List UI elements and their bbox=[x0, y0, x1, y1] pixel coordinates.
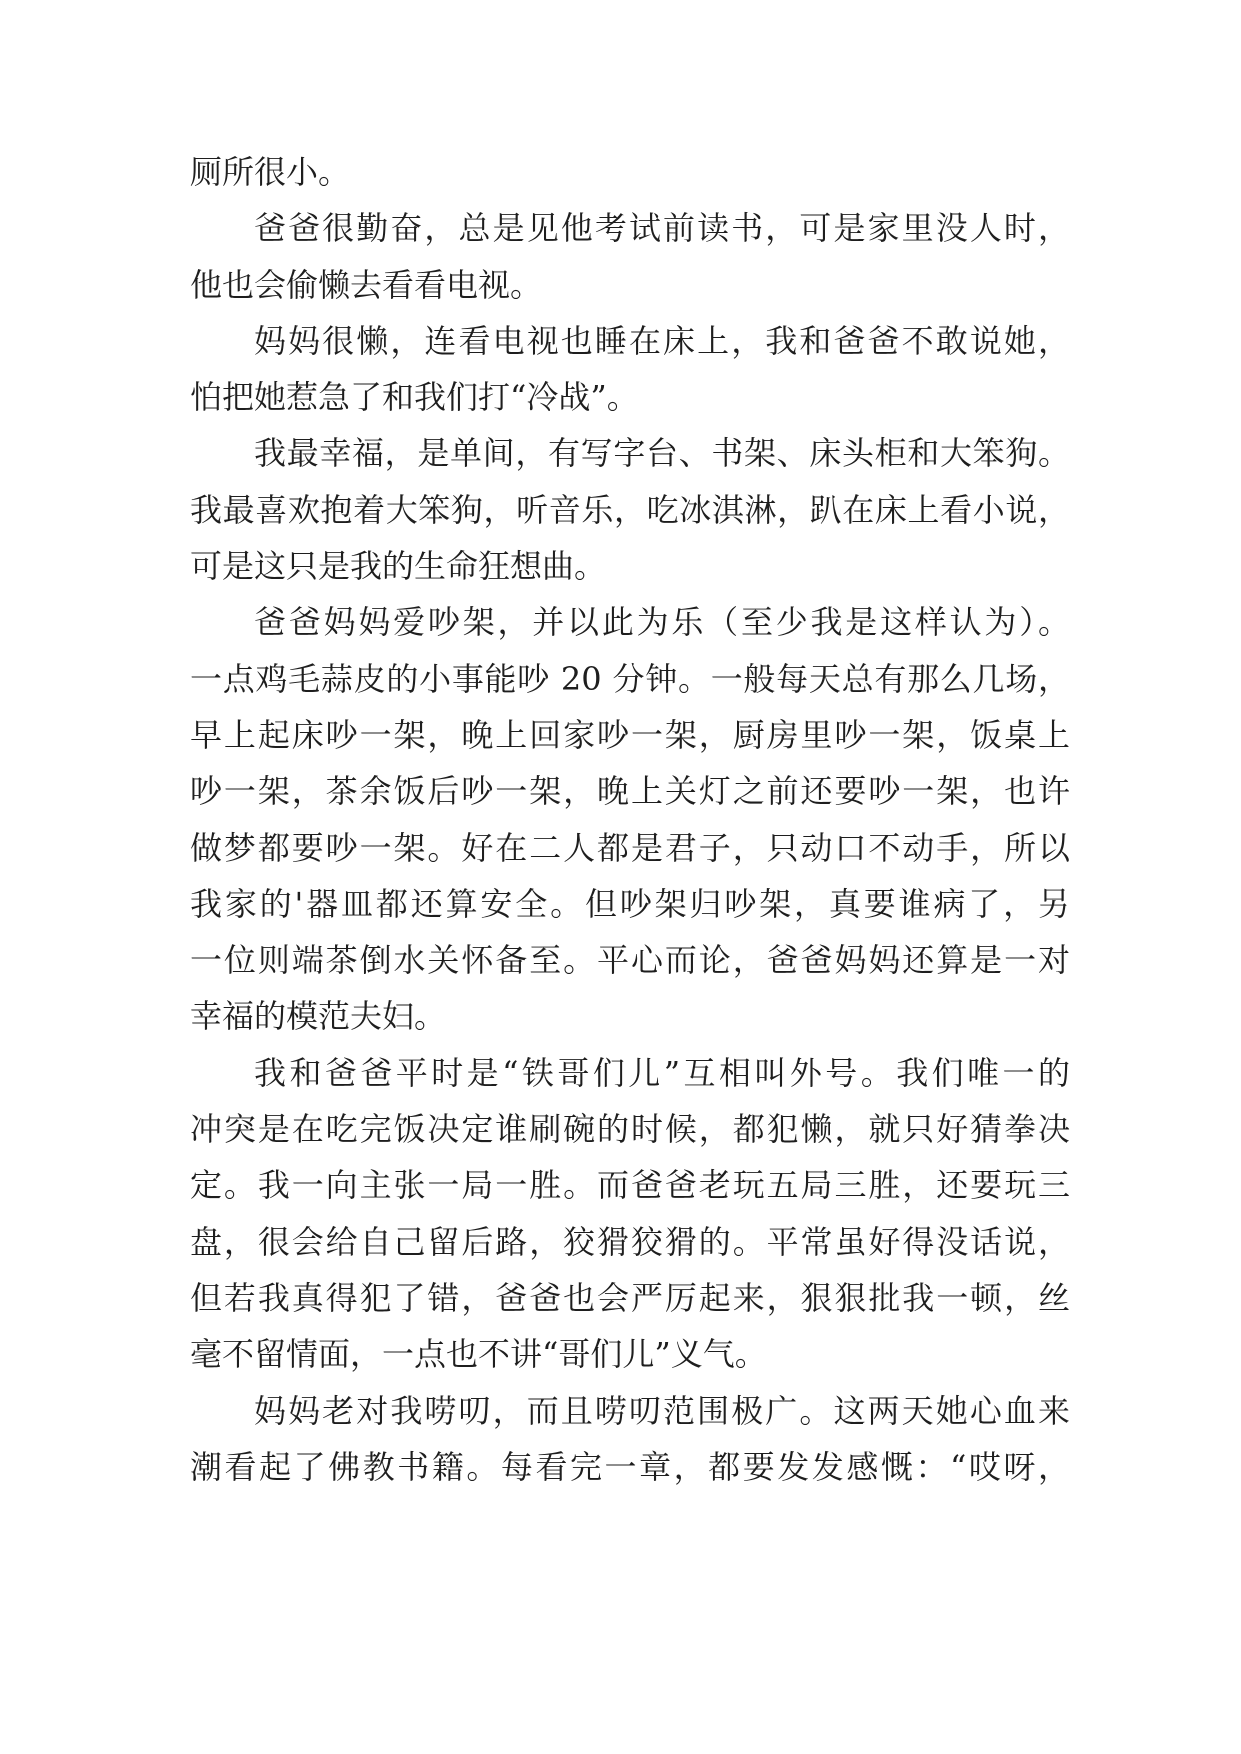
text-line: 妈妈很懒，连看电视也睡在床上，我和爸爸不敢说她， bbox=[254, 321, 1070, 360]
text-line: 幸福的模范夫妇。 bbox=[190, 997, 447, 1036]
text-line: 妈妈老对我唠叨，而且唠叨范围极广。这两天她心血来 bbox=[254, 1391, 1070, 1430]
text-line: 早上起床吵一架，晚上回家吵一架，厨房里吵一架，饭桌上 bbox=[190, 715, 1070, 754]
text-line: 厕所很小。 bbox=[190, 153, 351, 191]
text-line: 一点鸡毛蒜皮的小事能吵 20 分钟。一般每天总有那么几场， bbox=[190, 659, 1070, 698]
text-line: 但若我真得犯了错，爸爸也会严厉起来，狠狠批我一顿，丝 bbox=[190, 1278, 1070, 1317]
text-line: 潮看起了佛教书籍。每看完一章，都要发发感慨：“哎呀， bbox=[190, 1447, 1070, 1486]
text-line: 定。我一向主张一局一胜。而爸爸老玩五局三胜，还要玩三 bbox=[190, 1166, 1070, 1205]
text-line: 我最幸福，是单间，有写字台、书架、床头柜和大笨狗。 bbox=[254, 434, 1070, 473]
text-line: 冲突是在吃完饭决定谁刷碗的时候，都犯懒，就只好猜拳决 bbox=[190, 1110, 1070, 1149]
text-line: 爸爸妈妈爱吵架，并以此为乐（至少我是这样认为）。 bbox=[254, 603, 1070, 642]
text-line: 做梦都要吵一架。好在二人都是君子，只动口不动手，所以 bbox=[190, 828, 1070, 867]
text-line: 我最喜欢抱着大笨狗，听音乐，吃冰淇淋，趴在床上看小说， bbox=[190, 490, 1070, 529]
text-line: 怕把她惹急了和我们打“冷战”。 bbox=[190, 378, 639, 417]
text-line: 我和爸爸平时是“铁哥们儿”互相叫外号。我们唯一的 bbox=[254, 1053, 1070, 1092]
text-line: 盘，很会给自己留后路，狡猾狡猾的。平常虽好得没话说， bbox=[190, 1222, 1070, 1261]
text-line: 我家的'器皿都还算安全。但吵架归吵架，真要谁病了，另 bbox=[190, 884, 1070, 923]
text-line: 毫不留情面，一点也不讲“哥们儿”义气。 bbox=[190, 1335, 767, 1374]
text-line: 他也会偷懒去看看电视。 bbox=[190, 265, 543, 304]
body-text bbox=[190, 144, 1070, 1495]
text-line: 吵一架，茶余饭后吵一架，晚上关灯之前还要吵一架，也许 bbox=[190, 772, 1070, 811]
text-line: 爸爸很勤奋，总是见他考试前读书，可是家里没人时， bbox=[254, 209, 1070, 248]
text-line: 可是这只是我的生命狂想曲。 bbox=[190, 547, 607, 586]
text-line: 一位则端茶倒水关怀备至。平心而论，爸爸妈妈还算是一对 bbox=[190, 941, 1070, 980]
